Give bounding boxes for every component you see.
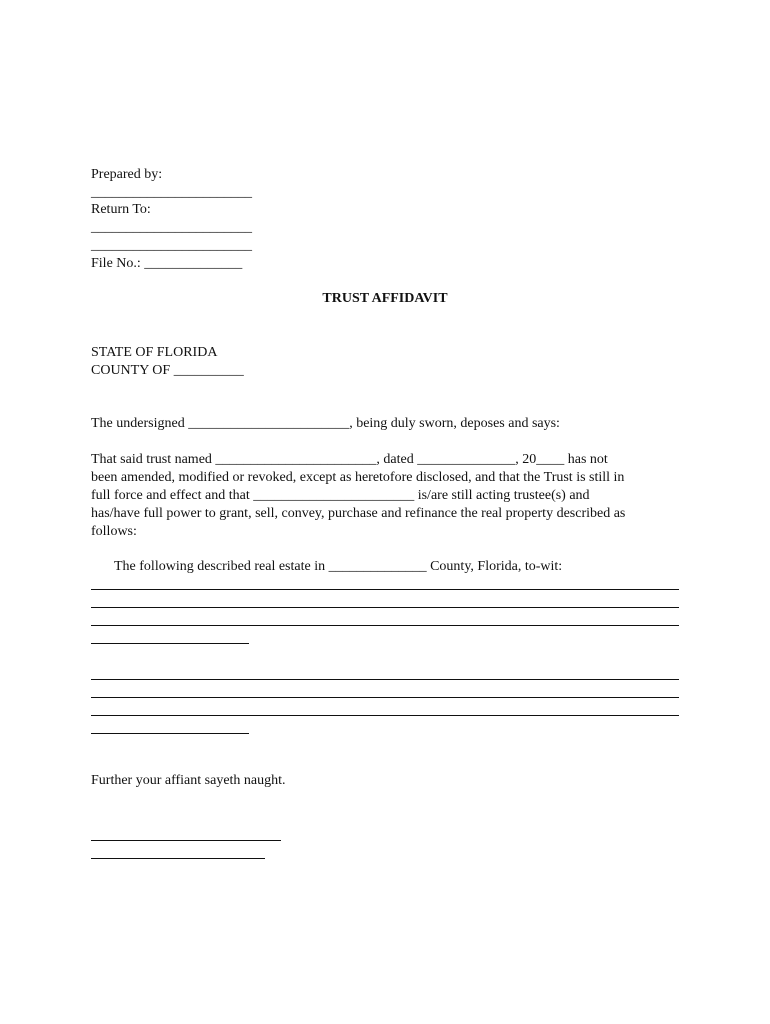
legal-description-line[interactable] bbox=[91, 697, 679, 698]
prepared-by-blank[interactable]: _______________________ bbox=[91, 185, 252, 200]
trust-paragraph-line: follows: bbox=[91, 524, 137, 539]
legal-description-line[interactable] bbox=[91, 715, 679, 716]
legal-description-line[interactable] bbox=[91, 643, 249, 644]
legal-description-line[interactable] bbox=[91, 625, 679, 626]
prepared-by-label: Prepared by: bbox=[91, 167, 163, 182]
printed-name-line[interactable] bbox=[91, 858, 265, 859]
closing-statement: Further your affiant sayeth naught. bbox=[91, 773, 286, 788]
return-to-blank-1[interactable]: _______________________ bbox=[91, 220, 252, 235]
signature-line[interactable] bbox=[91, 840, 281, 841]
return-to-blank-2[interactable]: _______________________ bbox=[91, 238, 252, 253]
venue-state: STATE OF FLORIDA bbox=[91, 345, 218, 360]
trust-paragraph-line[interactable]: full force and effect and that _______________________ is/are still acting trustee(s) and bbox=[91, 488, 590, 503]
trust-paragraph-line: has/have full power to grant, sell, convey, purchase and refinance the real property described as bbox=[91, 506, 626, 521]
trust-paragraph-line: been amended, modified or revoked, except as heretofore disclosed, and that the Trust is still in bbox=[91, 470, 625, 485]
venue-county[interactable]: COUNTY OF __________ bbox=[91, 363, 244, 378]
trust-paragraph-line[interactable]: That said trust named _______________________, dated ______________, 20____ has not bbox=[91, 452, 608, 467]
return-to-label: Return To: bbox=[91, 202, 151, 217]
document-title: TRUST AFFIDAVIT bbox=[322, 291, 448, 306]
legal-description-line[interactable] bbox=[91, 733, 249, 734]
file-number-field[interactable]: File No.: ______________ bbox=[91, 256, 243, 271]
legal-description-line[interactable] bbox=[91, 679, 679, 680]
legal-description-line[interactable] bbox=[91, 589, 679, 590]
real-estate-line[interactable]: The following described real estate in ______________ County, Florida, to-wit: bbox=[114, 559, 563, 574]
legal-description-line[interactable] bbox=[91, 607, 679, 608]
affiant-intro[interactable]: The undersigned _______________________, being duly sworn, deposes and says: bbox=[91, 416, 560, 431]
